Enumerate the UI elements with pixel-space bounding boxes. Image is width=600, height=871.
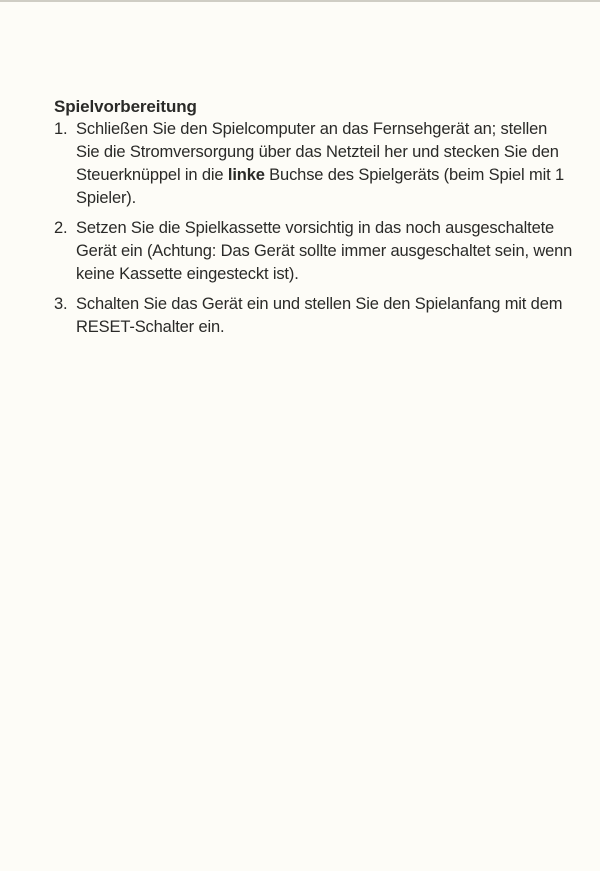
step-number: 3. (54, 295, 68, 313)
instruction-step-1 (54, 118, 574, 210)
section-heading: Spielvorbereitung (54, 97, 197, 116)
page-top-edge (0, 0, 600, 2)
step-text-part: Schließen Sie den Spielcomputer an das Fernsehgerät an; stellen Sie die Stromversorgung über das Netzteil her und stecken Sie den Steuerknüppel in die (76, 120, 559, 184)
instruction-step-2 (54, 217, 574, 286)
step-text: Setzen Sie die Spielkassette vorsichtig in das noch ausgeschaltete Gerät ein (Achtung: Das Gerät sollte immer ausgeschaltet sein, wenn keine Kassette eingesteckt ist). (76, 219, 573, 283)
step-number: 1. (54, 120, 68, 138)
step-text (76, 120, 564, 207)
step-number: 2. (54, 219, 68, 237)
instruction-list (54, 118, 574, 339)
step-text-part: Buchse des Spielgeräts (beim Spiel mit 1 Spieler). (76, 166, 564, 207)
instruction-step-3 (54, 293, 574, 339)
document-page (54, 96, 574, 346)
step-text: Schalten Sie das Gerät ein und stellen Sie den Spielanfang mit dem RESET-Schalter ein. (76, 295, 563, 336)
step-text-emphasis: linke (227, 166, 265, 184)
